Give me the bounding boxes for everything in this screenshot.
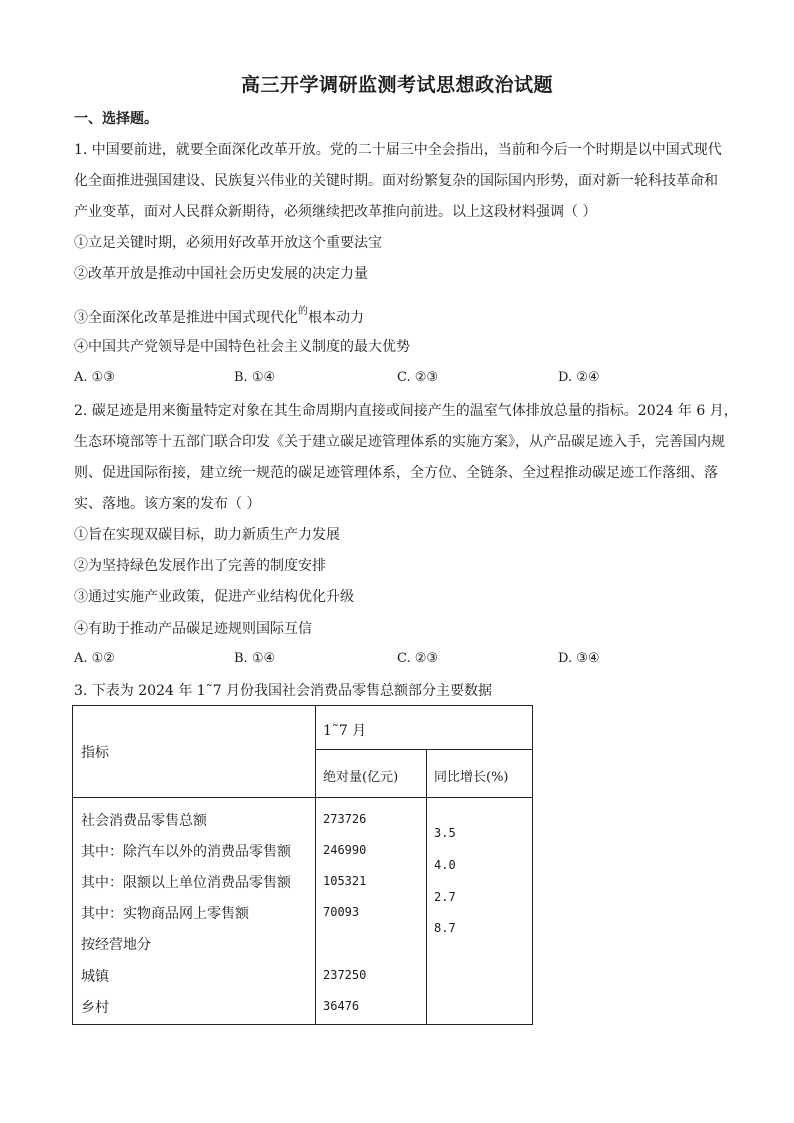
table-row-label: 乡村 [81, 1000, 109, 1016]
q1-item-2: ②改革开放是推动中国社会历史发展的决定力量 [74, 266, 368, 282]
table-header-absolute: 绝对量(亿元) [323, 770, 399, 785]
retail-sales-table [72, 705, 533, 1025]
q2-stem-line-1: 2. 碳足迹是用来衡量特定对象在其生命周期内直接或间接产生的温室气体排放总量的指标。2024 年 6 月， [74, 403, 738, 419]
q1-item-3 [74, 303, 364, 327]
table-yoy-value: 4.0 [434, 858, 456, 872]
q2-option-d[interactable]: D. ③④ [558, 651, 600, 666]
table-row-label: 其中：限额以上单位消费品零售额 [81, 875, 291, 891]
table-header-indicator: 指标 [81, 745, 109, 761]
q2-option-a[interactable]: A. ①② [74, 651, 115, 666]
q1-option-c[interactable]: C. ②③ [397, 370, 439, 385]
page-title: 高三开学调研监测考试思想政治试题 [240, 74, 553, 96]
q1-stem-line-2: 化全面推进强国建设、民族复兴伟业的关键时期。面对纷繁复杂的国际国内形势，面对新一轮科技革命和 [74, 173, 718, 189]
q3-stem: 3. 下表为 2024 年 1˜7 月份我国社会消费品零售总额部分主要数据 [74, 683, 493, 699]
q2-item-3: ③通过实施产业政策，促进产业结构优化升级 [74, 589, 354, 605]
q1-stem-line-1: 1. 中国要前进，就要全面深化改革开放。党的二十届三中全会指出，当前和今后一个时期是以中国式现代 [74, 142, 722, 158]
q2-stem-line-2: 生态环境部等十五部门联合印发《关于建立碳足迹管理体系的实施方案》，从产品碳足迹入手，完善国内规 [74, 434, 725, 450]
q1-item-3-sup: 的 [298, 306, 308, 317]
table-row-label: 其中：实物商品网上零售额 [81, 906, 249, 922]
table-abs-value: 105321 [323, 874, 367, 888]
q1-option-b[interactable]: B. ①④ [234, 370, 276, 385]
table-header-yoy: 同比增长(%) [434, 770, 509, 785]
q1-item-3-text-b: 根本动力 [308, 310, 364, 326]
q2-item-4: ④有助于推动产品碳足迹规则国际互信 [74, 621, 312, 637]
table-abs-value: 273726 [323, 812, 367, 826]
q2-option-c[interactable]: C. ②③ [397, 651, 439, 666]
table-abs-value: 70093 [323, 905, 360, 919]
table-header-period: 1˜7 月 [323, 723, 367, 739]
table-abs-value: 36476 [323, 999, 360, 1013]
table-divider-h2 [73, 797, 532, 798]
q1-option-a[interactable]: A. ①③ [74, 370, 115, 385]
table-abs-value: 237250 [323, 968, 367, 982]
table-divider-h1 [315, 749, 532, 750]
table-yoy-value: 3.5 [434, 826, 456, 840]
table-row-label: 城镇 [81, 969, 109, 985]
table-abs-value: 246990 [323, 843, 367, 857]
table-divider-v2 [426, 749, 427, 1024]
q2-options [74, 651, 674, 669]
table-divider-v1 [315, 706, 316, 1024]
table-row-label: 社会消费品零售总额 [81, 813, 207, 829]
q2-option-b[interactable]: B. ①④ [234, 651, 276, 666]
q1-item-4: ④中国共产党领导是中国特色社会主义制度的最大优势 [74, 339, 410, 355]
q2-stem-line-4: 实、落地。该方案的发布（ ） [74, 496, 261, 512]
table-yoy-value: 2.7 [434, 890, 456, 904]
table-row-label: 按经营地分 [81, 937, 151, 953]
q2-item-1: ①旨在实现双碳目标，助力新质生产力发展 [74, 527, 340, 543]
table-yoy-value: 8.7 [434, 921, 456, 935]
q2-item-2: ②为坚持绿色发展作出了完善的制度安排 [74, 558, 326, 574]
q2-stem-line-3: 则、促进国际衔接，建立统一规范的碳足迹管理体系，全方位、全链条、全过程推动碳足迹工作落细、落 [74, 465, 718, 481]
section-heading: 一、选择题。 [74, 111, 158, 127]
q1-item-3-text-a: ③全面深化改革是推进中国式现代化 [74, 310, 298, 326]
q1-options [74, 370, 674, 388]
q1-option-d[interactable]: D. ②④ [558, 370, 600, 385]
q1-stem-line-3: 产业变革，面对人民群众新期待，必须继续把改革推向前进。以上这段材料强调（ ） [74, 204, 597, 220]
q1-item-1: ①立足关键时期，必须用好改革开放这个重要法宝 [74, 235, 382, 251]
table-row-label: 其中：除汽车以外的消费品零售额 [81, 844, 291, 860]
